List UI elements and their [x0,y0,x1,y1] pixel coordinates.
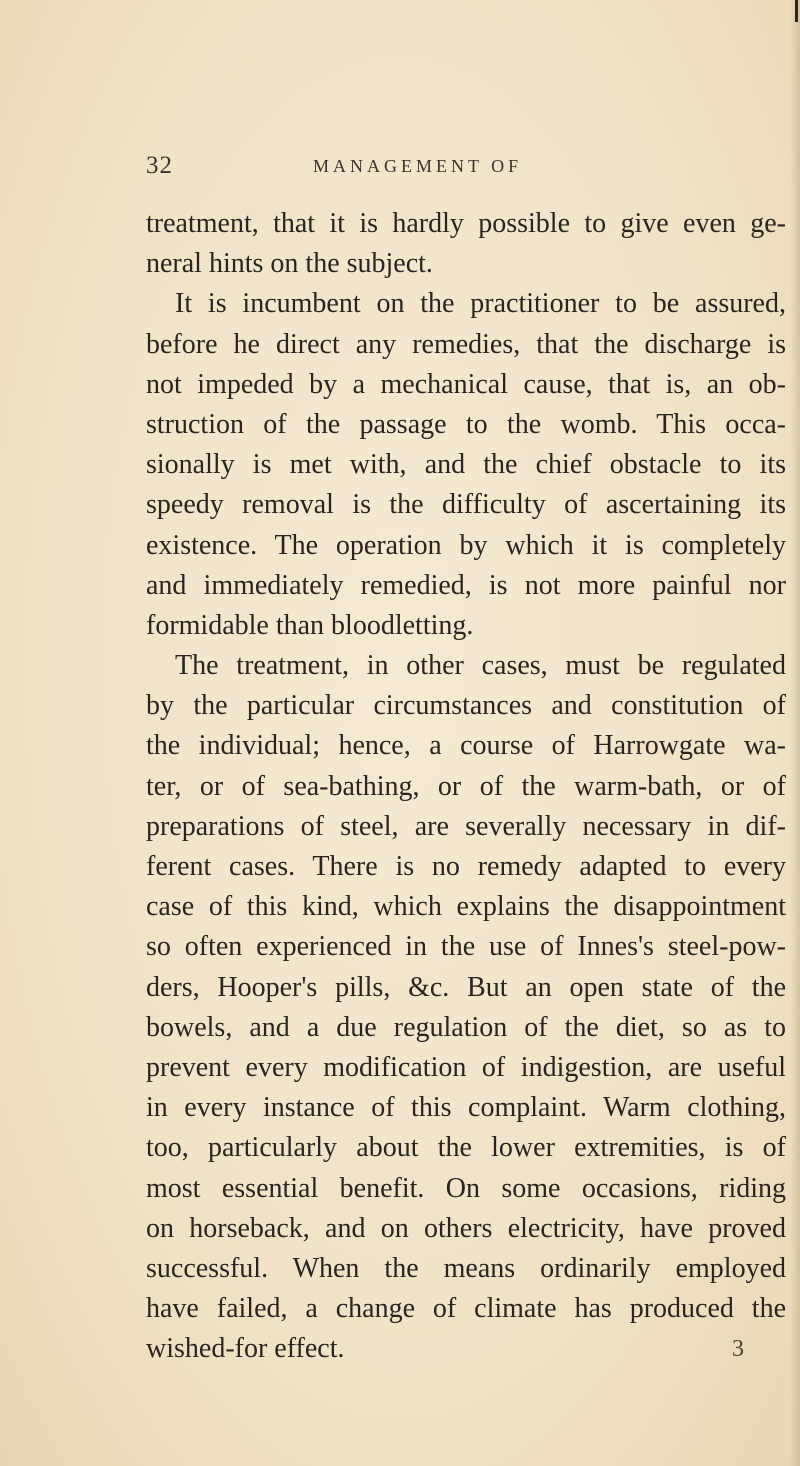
text-line: case of this kind, which explains the disappointment [146,891,786,923]
text-line: existence. The operation by which it is completely [146,529,786,561]
text-line: prevent every modification of indigestion, are useful [146,1051,786,1083]
text-line: not impeded by a mechanical cause, that is, an ob- [146,368,786,400]
last-line-with-catchword [146,1329,786,1369]
paragraph-first-line: The treatment, in other cases, must be regulated [175,650,786,682]
text-line: most essential benefit. On some occasions, riding [146,1172,786,1204]
top-edge-mark [795,0,798,22]
page-number: 32 [146,152,173,179]
text-line: too, particularly about the lower extremities, is of [146,1132,786,1164]
text-line: in every instance of this complaint. Warm clothing, [146,1092,786,1124]
text-line: the individual; hence, a course of Harrowgate wa- [146,730,786,762]
text-line: bowels, and a due regulation of the diet, so as to [146,1011,786,1043]
text-line: formidable than bloodletting. [146,609,474,641]
text-line: so often experienced in the use of Innes's steel-pow- [146,931,786,963]
text-line: treatment, that it is hardly possible to give even ge- [146,208,786,239]
text-line: wished-for effect. [146,1333,345,1365]
paragraph-first-line: It is incumbent on the practitioner to be assured, [175,288,786,320]
text-line: ter, or of sea-bathing, or of the warm-bath, or of [146,770,786,802]
body-text [146,204,786,1369]
text-line: by the particular circumstances and constitution of [146,690,786,722]
text-line: neral hints on the subject. [146,248,433,280]
running-head [146,152,746,188]
text-line: on horseback, and on others electricity, have proved [146,1212,786,1244]
text-line: preparations of steel, are severally necessary in dif- [146,810,786,842]
text-line: before he direct any remedies, that the discharge is [146,328,786,360]
text-line: sionally is met with, and the chief obstacle to its [146,449,786,481]
text-line: speedy removal is the difficulty of ascertaining its [146,489,786,521]
page-edge-shadow [790,0,800,1466]
text-line: and immediately remedied, is not more painful nor [146,569,786,601]
text-line: ders, Hooper's pills, &c. But an open state of the [146,971,786,1003]
text-line: ferent cases. There is no remedy adapted to every [146,851,786,882]
running-title: MANAGEMENT OF [313,156,523,176]
text-line: have failed, a change of climate has produced the [146,1293,786,1325]
text-line: struction of the passage to the womb. This occa- [146,408,786,440]
catchword: 3 [732,1336,744,1363]
text-line: successful. When the means ordinarily employed [146,1252,786,1284]
